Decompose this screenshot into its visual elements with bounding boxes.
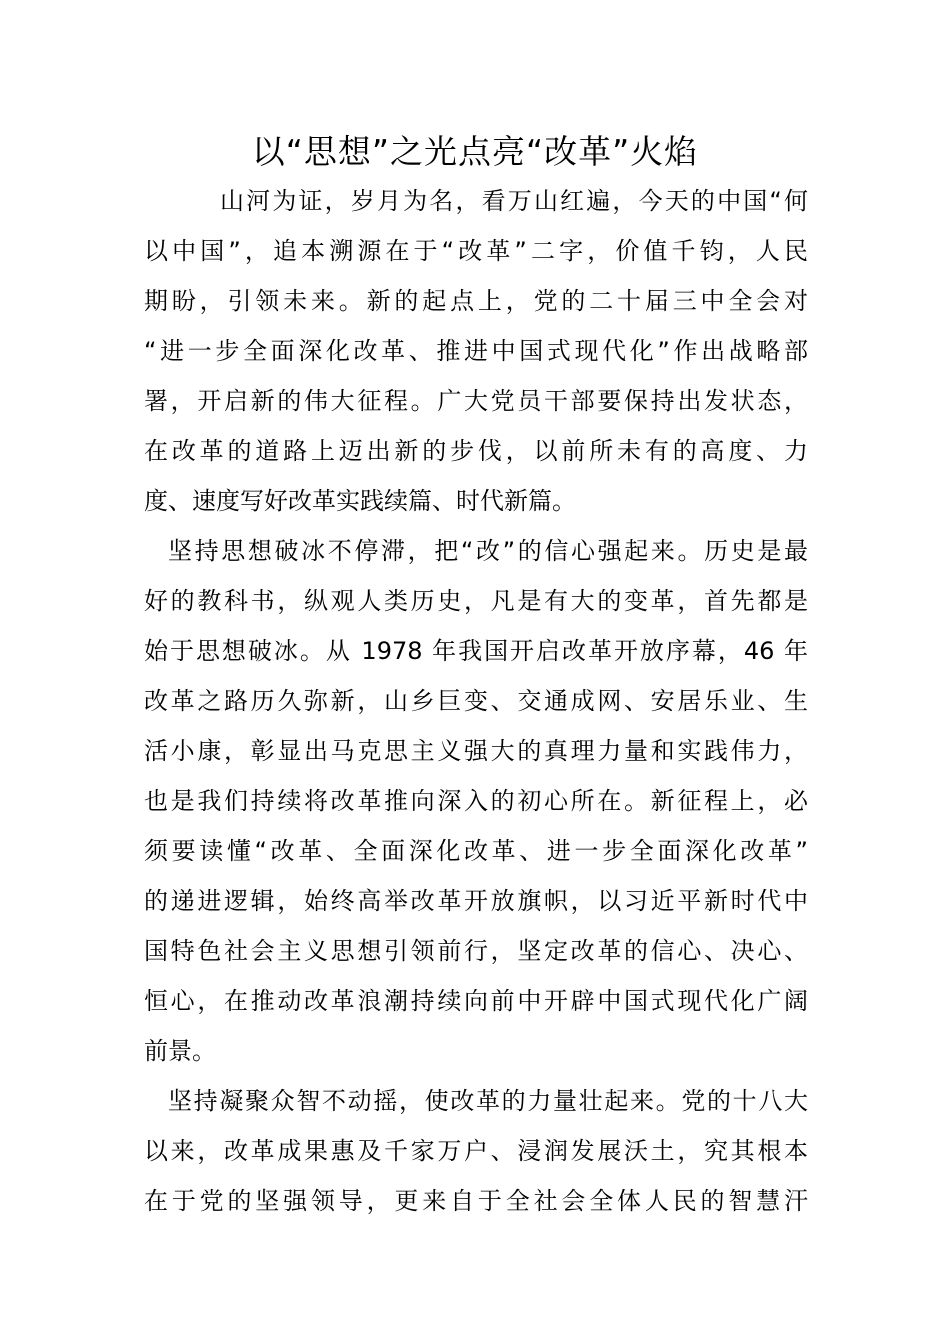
paragraph-wisdom (144, 1076, 808, 1226)
paragraph-line: 也是我们持续将改革推向深入的初心所在。新征程上，必 (144, 787, 808, 815)
paragraph-line: 坚持思想破冰不停滞，把“改”的信心强起来。历史是最 (168, 537, 808, 565)
paragraph-line: 改革之路历久弥新，山乡巨变、交通成网、安居乐业、生 (144, 687, 808, 715)
paragraph-line: 恒心，在推动改革浪潮持续向前中开辟中国式现代化广阔 (144, 987, 808, 1015)
paragraph-line: 期盼，引领未来。新的起点上，党的二十届三中全会对 (144, 287, 808, 315)
paragraph-line: 署，开启新的伟大征程。广大党员干部要保持出发状态， (144, 387, 808, 415)
paragraph-line: 前景。 (144, 1037, 216, 1065)
document-title: 以“思想”之光点亮“改革”火焰 (251, 132, 699, 171)
paragraph-line: 活小康，彰显出马克思主义强大的真理力量和实践伟力， (144, 737, 808, 765)
paragraph-line: 山河为证，岁月为名，看万山红遍，今天的中国“何 (220, 187, 808, 215)
paragraph-line: 好的教科书，纵观人类历史，凡是有大的变革，首先都是 (144, 587, 808, 615)
paragraph-line: 坚持凝聚众智不动摇，使改革的力量壮起来。党的十八大 (168, 1087, 808, 1115)
paragraph-line: 以来，改革成果惠及千家万户、浸润发展沃土，究其根本 (144, 1137, 808, 1165)
paragraph-line: 的递进逻辑，始终高举改革开放旗帜，以习近平新时代中 (144, 887, 808, 915)
paragraph-line: 在改革的道路上迈出新的步伐，以前所未有的高度、力 (144, 437, 808, 465)
paragraph-line: 度、速度写好改革实践续篇、时代新篇。 (144, 487, 576, 515)
paragraph-line: 国特色社会主义思想引领前行，坚定改革的信心、决心、 (144, 937, 808, 965)
paragraph-line: 始于思想破冰。从 1978 年我国开启改革开放序幕，46 年 (144, 637, 808, 665)
paragraph-line: 以中国”，追本溯源在于“改革”二字，价值千钧，人民 (144, 237, 808, 265)
paragraph-thought (144, 526, 808, 1076)
paragraph-line: “进一步全面深化改革、推进中国式现代化”作出战略部 (144, 337, 808, 365)
paragraph-line: 在于党的坚强领导，更来自于全社会全体人民的智慧汗 (144, 1187, 808, 1215)
document-body (144, 176, 808, 1226)
paragraph-intro (144, 176, 808, 526)
paragraph-line: 须要读懂“改革、全面深化改革、进一步全面深化改革” (144, 837, 808, 865)
